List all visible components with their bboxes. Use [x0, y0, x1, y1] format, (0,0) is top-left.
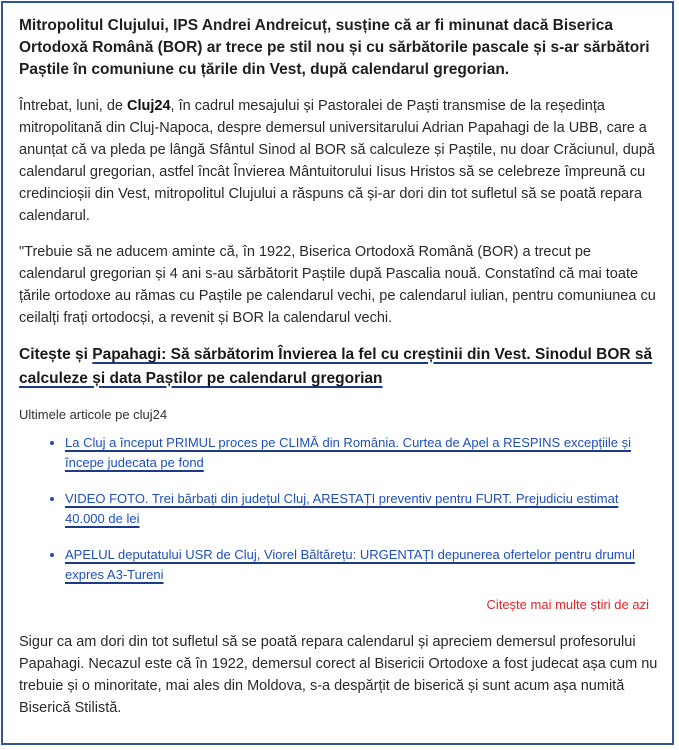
article-paragraph-1 — [19, 95, 659, 227]
latest-article-link-1[interactable]: La Cluj a început PRIMUL proces pe CLIMĂ din România. Curtea de Apel a RESPINS excepțiile și începe judecata pe fond — [65, 435, 632, 470]
read-also-link[interactable]: Papahagi: Să sărbătorim Învierea la fel cu creștinii din Vest. Sinodul BOR să calculeze și data Paștilor pe calendarul gregorian — [19, 346, 653, 387]
article-paragraph-2: "Trebuie să ne aducem aminte că, în 1922, Biserica Ortodoxă Română (BOR) a trecut pe calendarul gregorian și 4 ani s-au sărbătorit Paștile după Pascalia nouă. Constatînd că mai toate țările ortodoxe au rămas cu Paștile pe calendarul vechi, pe calendarul iulian, pentru comuniunea cu ceilalți frați ortodocși, a revenit și BOR la calendarul vechi. — [19, 244, 656, 326]
source-name: Cluj24 — [127, 98, 171, 114]
article-lead: Mitropolitul Clujului, IPS Andrei Andreicuț, susține că ar fi minunat dacă Biserica Ortodoxă Română (BOR) ar trece pe stil nou și cu sărbătorile pascale și s-ar sărbători Paștile în comuniune cu țările din Vest, după calendarul gregorian. — [19, 17, 650, 78]
latest-article-link-3[interactable]: APELUL deputatului USR de Cluj, Viorel Băltărețu: URGENTAȚI depunerea ofertelor pentru drumul expres A3-Tureni — [65, 547, 635, 582]
read-also-prefix: Citește și — [19, 346, 93, 363]
paragraph-1-prefix: Întrebat, luni, de — [19, 98, 128, 114]
more-news-link[interactable]: Citește mai multe știri de azi — [486, 597, 649, 612]
latest-articles-list — [19, 433, 659, 585]
latest-articles-label: Ultimele articole pe cluj24 — [19, 407, 168, 422]
latest-article-item — [65, 545, 659, 585]
latest-article-link-2[interactable]: VIDEO FOTO. Trei bărbați din județul Cluj, ARESTAȚI preventiv pentru FURT. Prejudiciu estimat 40.000 de lei — [65, 491, 619, 526]
read-also — [19, 343, 659, 391]
article-paragraph-3: Sigur ca am dori din tot sufletul să se poată repara calendarul și apreciem demersul profesorului Papahagi. Necazul este că în 1922, demersul corect al Bisericii Ortodoxe a fost judecat așa cum nu trebuie și o minoritate, mai ales din Moldova, s-a despărțit de biserică și sunt acum așa numită Biserică Stilistă. — [19, 634, 658, 716]
latest-article-item — [65, 433, 659, 473]
article-frame — [1, 1, 674, 745]
article-content — [19, 15, 659, 733]
paragraph-1-body: , în cadrul mesajului și Pastoralei de Paști transmise de la reședința mitropolitană din Cluj-Napoca, despre demersul universitarului Adrian Papahagi de la UBB, care a anunțat că va pleda pe lângă Sfântul Sinod al BOR să calculeze și Paștile, nu doar Crăciunul, după calendarul gregorian, astfel încât Învierea Mântuitorului Iisus Hristos să se celebreze împreună cu credincioșii din Vest, mitropolitul Clujului a răspuns că și-ar dori din tot sufletul să se poată repara calendarul. — [19, 98, 655, 224]
latest-article-item — [65, 489, 659, 529]
